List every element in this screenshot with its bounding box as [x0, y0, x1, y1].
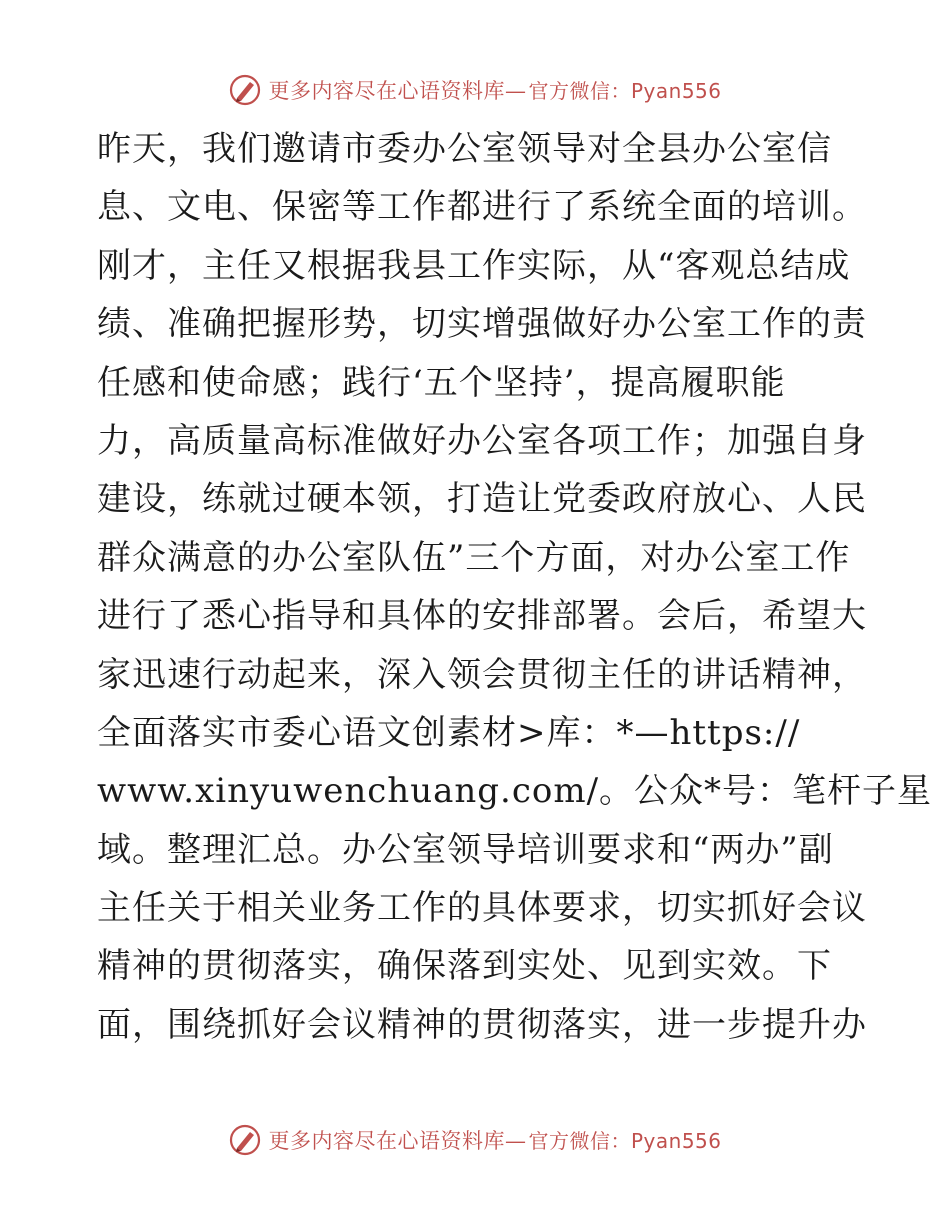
body-line: 力，高质量高标准做好办公室各项工作；加强自身: [97, 420, 867, 461]
footer-watermark: [0, 1120, 950, 1160]
watermark-wechat-label: 官方微信：: [528, 79, 631, 103]
body-line: 精神的贯彻落实，确保落到实处、见到实效。下: [97, 946, 832, 987]
body-line: 全面落实市委心语文创素材>库：*—https://: [97, 712, 801, 753]
body-line: 绩、准确把握形势，切实增强做好办公室工作的责: [97, 304, 867, 345]
document-body: [97, 120, 933, 1054]
body-line: 域。整理汇总。办公室领导培训要求和“两办”副: [97, 829, 834, 870]
body-line: 面，围绕抓好会议精神的贯彻落实，进一步提升办: [97, 1004, 867, 1045]
body-line: 息、文电、保密等工作都进行了系统全面的培训。: [97, 187, 867, 228]
watermark-wechat-id: Pyan556: [630, 79, 722, 103]
watermark-site-text: 更多内容尽在心语资料库—: [268, 1129, 527, 1153]
body-line: 家迅速行动起来，深入领会贯彻主任的讲话精神，: [97, 654, 867, 695]
body-line: 进行了悉心指导和具体的安排部署。会后，希望大: [97, 596, 867, 637]
watermark-site-text: 更多内容尽在心语资料库—: [268, 79, 527, 103]
body-line: 刚才，主任又根据我县工作实际，从“客观总结成: [97, 245, 851, 286]
body-line: 群众满意的办公室队伍”三个方面，对办公室工作: [97, 537, 851, 578]
body-line: 建设，练就过硬本领，打造让党委政府放心、人民: [97, 479, 867, 520]
pen-logo-icon: [228, 73, 262, 107]
watermark-wechat-label: 官方微信：: [528, 1129, 631, 1153]
body-line: 昨天，我们邀请市委办公室领导对全县办公室信: [97, 129, 832, 169]
body-line: 任感和使命感；践行‘五个坚持’，提高履职能: [97, 362, 786, 403]
watermark-wechat: [528, 1125, 721, 1154]
watermark-wechat-id: Pyan556: [630, 1129, 722, 1153]
body-line: 主任关于相关业务工作的具体要求，切实抓好会议: [97, 888, 867, 929]
watermark-wechat: [528, 75, 721, 104]
pen-logo-icon: [228, 1123, 262, 1157]
body-line: www.xinyuwenchuang.com/。公众*号：笔杆子星: [97, 771, 933, 812]
header-watermark: [0, 70, 950, 110]
